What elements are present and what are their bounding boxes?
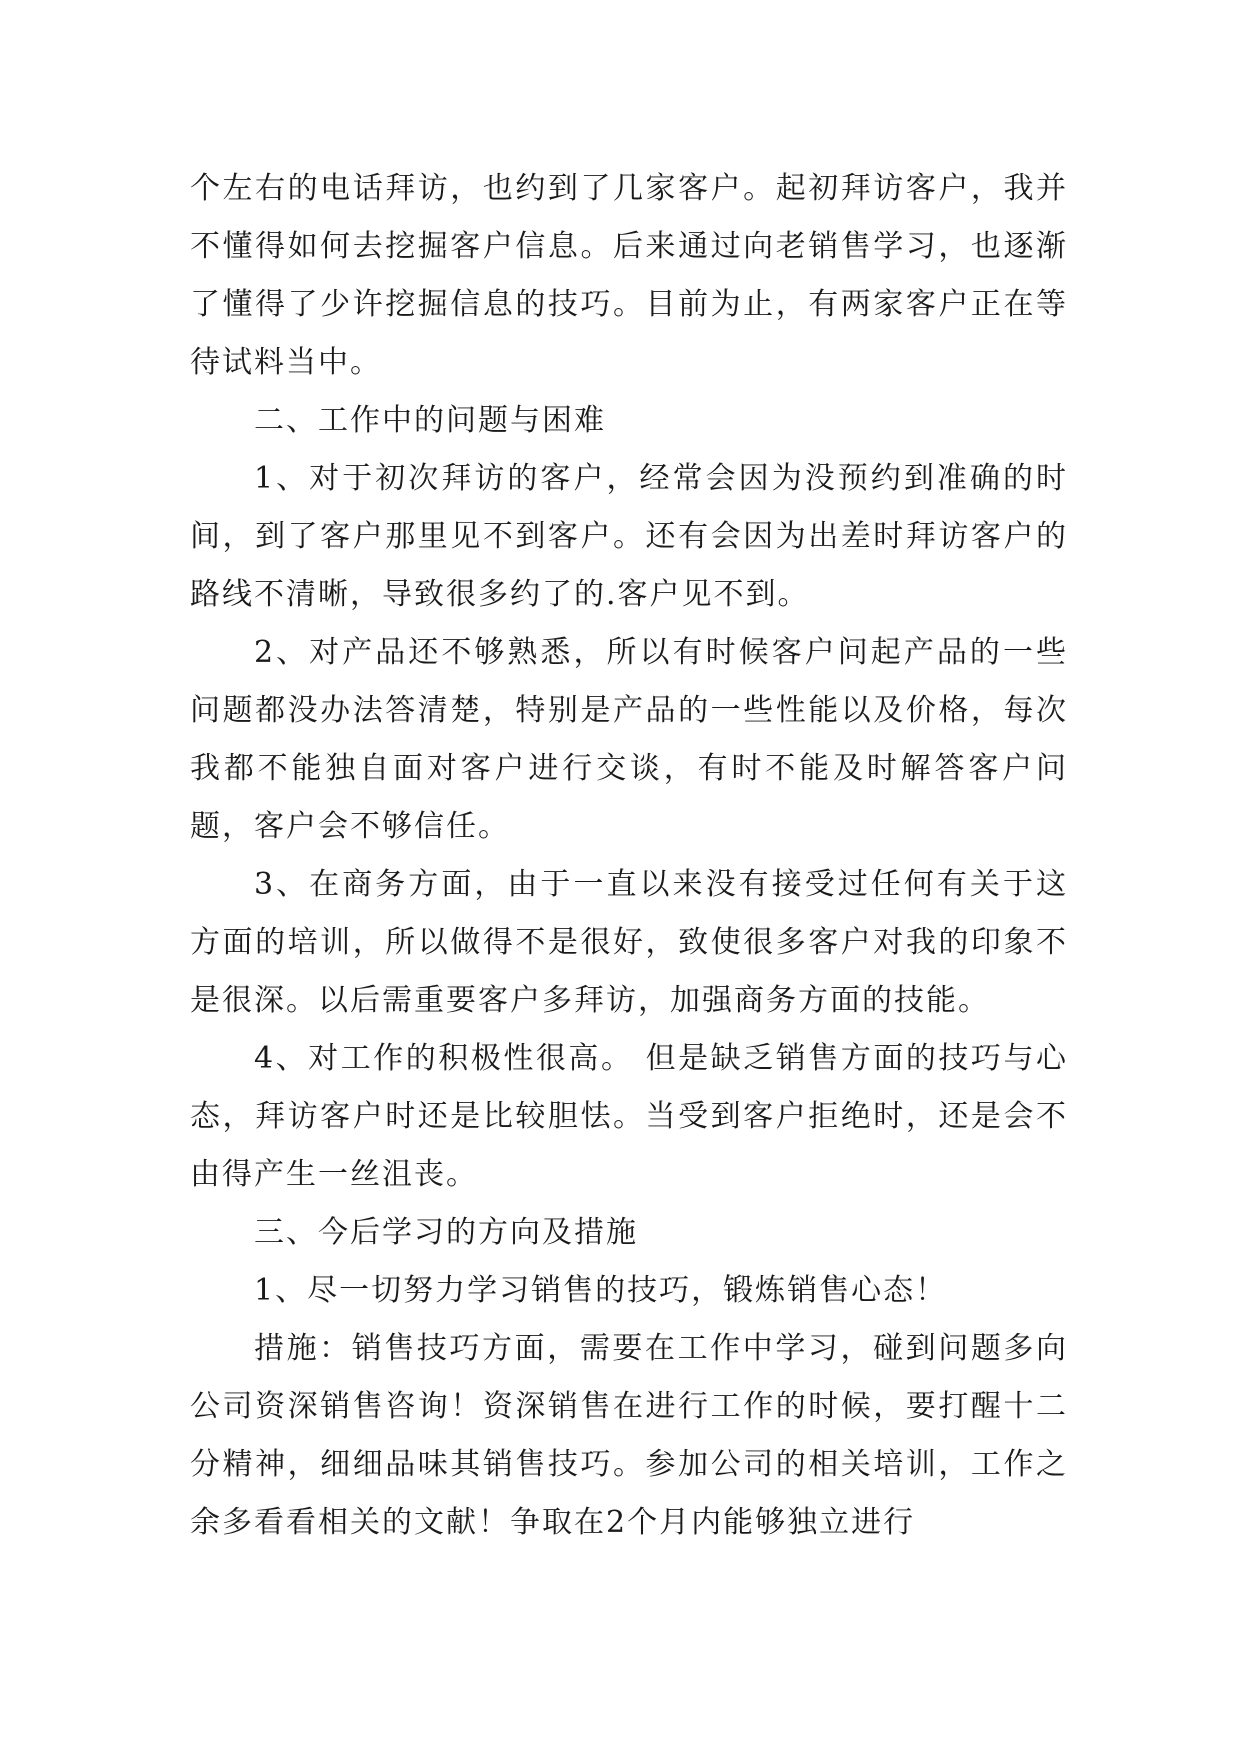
document-body (190, 160, 1068, 1552)
problem-item-3: 3、在商务方面，由于一直以来没有接受过任何有关于这方面的培训，所以做得不是很好，致使很多客户对我的印象不是很深。以后需重要客户多拜访，加强商务方面的技能。 (190, 867, 1068, 1018)
problem-item-4: 4、对工作的积极性很高。 但是缺乏销售方面的技巧与心态，拜访客户时还是比较胆怯。当受到客户拒绝时，还是会不由得产生一丝沮丧。 (190, 1041, 1068, 1192)
section-heading-3: 三、今后学习的方向及措施 (254, 1215, 638, 1250)
problem-item-2: 2、对产品还不够熟悉，所以有时候客户问起产品的一些问题都没办法答清楚，特别是产品的一些性能以及价格，每次我都不能独自面对客户进行交谈，有时不能及时解答客户问题，客户会不够信任。 (190, 635, 1068, 844)
measures-paragraph: 措施：销售技巧方面，需要在工作中学习，碰到问题多向公司资深销售咨询！资深销售在进行工作的时候，要打醒十二分精神，细细品味其销售技巧。参加公司的相关培训，工作之余多看看相关的文献！争取在2个月内能够独立进行 (190, 1331, 1068, 1540)
paragraph-1: 个左右的电话拜访，也约到了几家客户。起初拜访客户，我并不懂得如何去挖掘客户信息。后来通过向老销售学习，也逐渐了懂得了少许挖掘信息的技巧。目前为止，有两家客户正在等待试料当中。 (190, 171, 1068, 380)
problem-item-1: 1、对于初次拜访的客户，经常会因为没预约到准确的时间，到了客户那里见不到客户。还有会因为出差时拜访客户的路线不清晰，导致很多约了的.客户见不到。 (190, 461, 1068, 612)
plan-item-1: 1、尽一切努力学习销售的技巧，锻炼销售心态！ (254, 1273, 948, 1308)
section-heading-2: 二、工作中的问题与困难 (254, 403, 606, 438)
